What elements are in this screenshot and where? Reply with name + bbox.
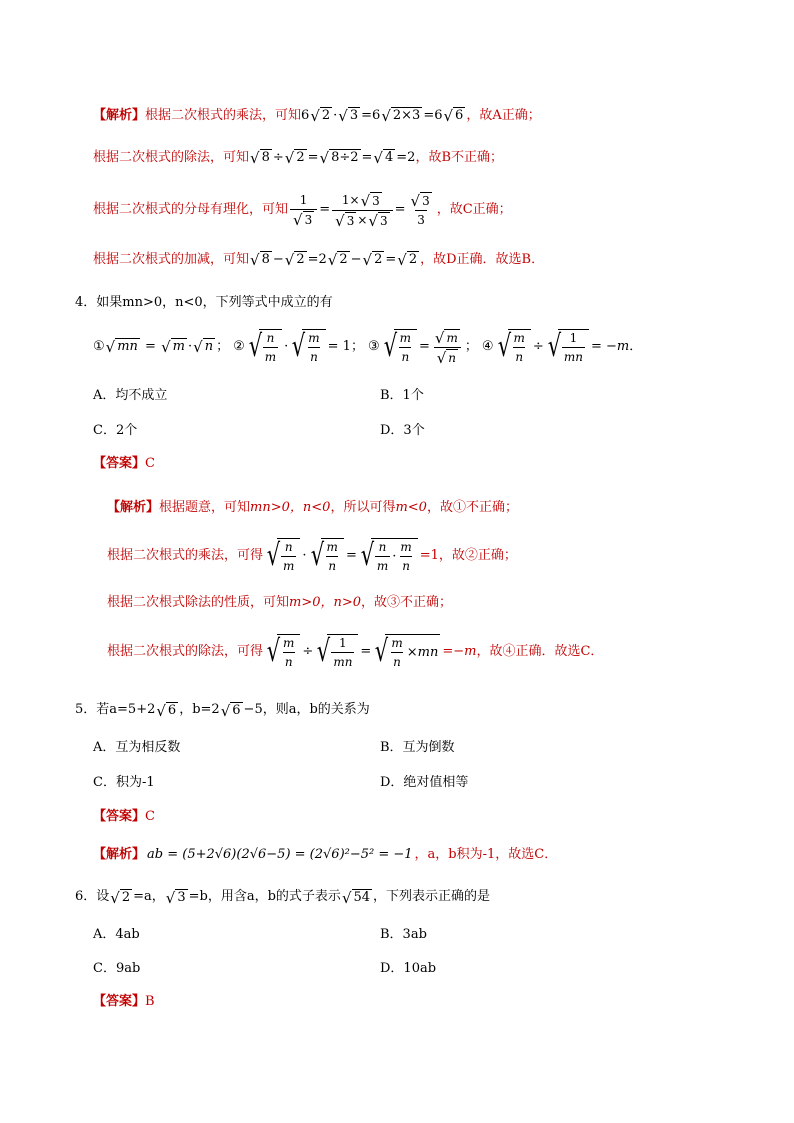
q3-analysis-text-4: 根据二次根式的加减，可知 [93,252,250,267]
q6-stem-c: =b，用含a，b的式子表示 [188,889,341,904]
q4-analysis-line-2 [107,534,517,578]
q3-math-1: 6 √ 2 · √ 3 =6 √ 2×3 =6 √ 6 [301,107,464,125]
q4-analysis-cond-3: m>0，n>0 [289,595,362,610]
q4-analysis-text-1a: 根据题意，可知 [159,500,251,515]
q3-analysis-text-3: 根据二次根式的分母有理化，可知 [93,202,289,217]
q4-analysis-math-2: √ $\frac{n}{m}$ · √ $\frac{m}{n}$ = √ $\frac{n}{m}$ · $\frac{m}{n}$ [263,538,420,574]
answer-tag: 【答案】 [93,456,146,471]
q3-math-3: 1 √ 3 = 1× √ 3 √ 3 × √ 3 = √ 3 3 [288,192,437,229]
q4-analysis-text-1e: ，故①不正确； [426,500,518,515]
q5-option-d: D．绝对值相等 [380,775,469,790]
q3-analysis-end-2: ，故B不正确； [415,150,503,165]
q4-analysis-text-3a: 根据二次根式除法的性质，可知 [107,595,290,610]
q4-analysis-text-2a: 根据二次根式的乘法，可得 [107,548,264,563]
q4-statements [93,325,642,369]
q5-number: 5． [75,702,97,717]
q4-analysis-line-1 [107,498,518,518]
q3-analysis-end-1: ，故A正确； [466,108,541,123]
q4-option-c: C．2个 [93,423,138,438]
q3-math-4: √ 8 − √ 2 =2 √ 2 − √ 2 = √ 2 [250,251,418,269]
q4-analysis-result-4: =−m [442,644,477,659]
q4-analysis-text-4c: ，故④正确．故选C． [476,644,604,659]
q6-option-d: D．10ab [380,961,437,976]
q4-analysis-text-1c: ，所以可得 [330,500,396,515]
q5-option-a: A．互为相反数 [93,740,181,755]
analysis-tag: 【解析】 [93,108,146,123]
q6-option-b: B．3ab [380,927,427,942]
q5-stem-c: −5，则a，b的关系为 [243,702,370,717]
analysis-tag: 【解析】 [93,847,146,862]
q6-answer-value: B [145,994,155,1009]
q4-statement-3: ③ √ $\frac{m}{n}$ = √ m √ n ； [367,328,478,367]
q4-number: 4． [75,295,97,310]
q3-analysis-line-3 [93,188,512,232]
q3-analysis-text-2: 根据二次根式的除法，可知 [93,150,250,165]
q5-analysis [93,845,557,865]
q5-stem-a: 若a=5+2 [96,702,156,717]
q6-sqrt-54: √ 54 [341,888,371,907]
q4-analysis-text-4a: 根据二次根式的除法，可得 [107,644,264,659]
q4-analysis-cond-1: mn>0，n<0 [250,500,331,515]
q4-analysis-text-2e: =1，故②正确； [419,548,517,563]
q4-answer [93,454,155,474]
q4-analysis-cond-2: m<0 [395,500,427,515]
q4-analysis-text-3c: ，故③不正确； [361,595,453,610]
q3-math-2: √ 8 ÷ √ 2 = √ 8÷2 = √ 4 =2 [250,149,416,167]
q5-option-b: B．互为倒数 [380,740,455,755]
q5-sqrt-1: √ 6 [156,701,177,720]
q6-answer [93,992,155,1012]
q6-option-a: A．4ab [93,927,140,942]
q4-option-b: B．1个 [380,388,424,403]
q6-stem-d: ，下列表示正确的是 [373,889,491,904]
q4-answer-value: C [145,456,155,471]
q5-stem-b: ，b=2 [179,702,220,717]
q5-sqrt-2: √ 6 [220,701,241,720]
q3-analysis-line-1 [93,106,541,126]
q6-stem-a: 设 [96,889,110,904]
q4-analysis-math-4: √ $\frac{m}{n}$ ÷ √ $\frac{1}{mn}$ = √ $\frac{m}{n}$ × mn [266,634,439,669]
q3-analysis-line-2 [93,148,503,168]
q4-analysis-line-3 [107,593,452,613]
q3-analysis-text-1: 根据二次根式的乘法，可知 [145,108,302,123]
q6-stem-b: =a， [133,889,165,904]
q3-analysis-end-3: ，故C正确； [436,202,512,217]
q5-answer [93,807,155,827]
q4-statement-4: ④ √ $\frac{m}{n}$ ÷ √ $\frac{1}{mn}$ = − m ． [481,329,643,364]
q4-option-a: A．均不成立 [93,388,168,403]
answer-tag: 【答案】 [93,809,146,824]
q4-option-d: D．3个 [380,423,425,438]
q6-stem [75,887,490,907]
q6-sqrt-2: √ 2 [110,888,131,907]
q5-option-c: C．积为-1 [93,775,155,790]
q6-sqrt-3: √ 3 [165,888,186,907]
q5-answer-value: C [145,809,155,824]
q5-analysis-math: ab = (5+2√6)(2√6−5) = (2√6)²−5² = −1 [147,847,413,862]
q5-stem [75,700,370,720]
q4-statement-2: ② √ $\frac{n}{m}$ · √ $\frac{m}{n}$ = 1； [233,329,364,364]
answer-tag: 【答案】 [93,994,146,1009]
q4-analysis-line-4 [107,630,603,674]
q4-statement-1: ① √ mn = √ m · √ n ； [93,338,230,356]
q4-stem [75,293,333,313]
q6-option-c: C．9ab [93,961,141,976]
analysis-tag: 【解析】 [107,500,160,515]
q6-number: 6． [75,889,97,904]
q3-analysis-line-4 [93,250,544,270]
q5-analysis-end: ，a，b积为-1，故选C． [414,847,558,862]
q4-stem-text: 如果mn>0，n<0，下列等式中成立的有 [96,295,333,310]
q3-analysis-end-4: ，故D正确．故选B． [420,252,545,267]
